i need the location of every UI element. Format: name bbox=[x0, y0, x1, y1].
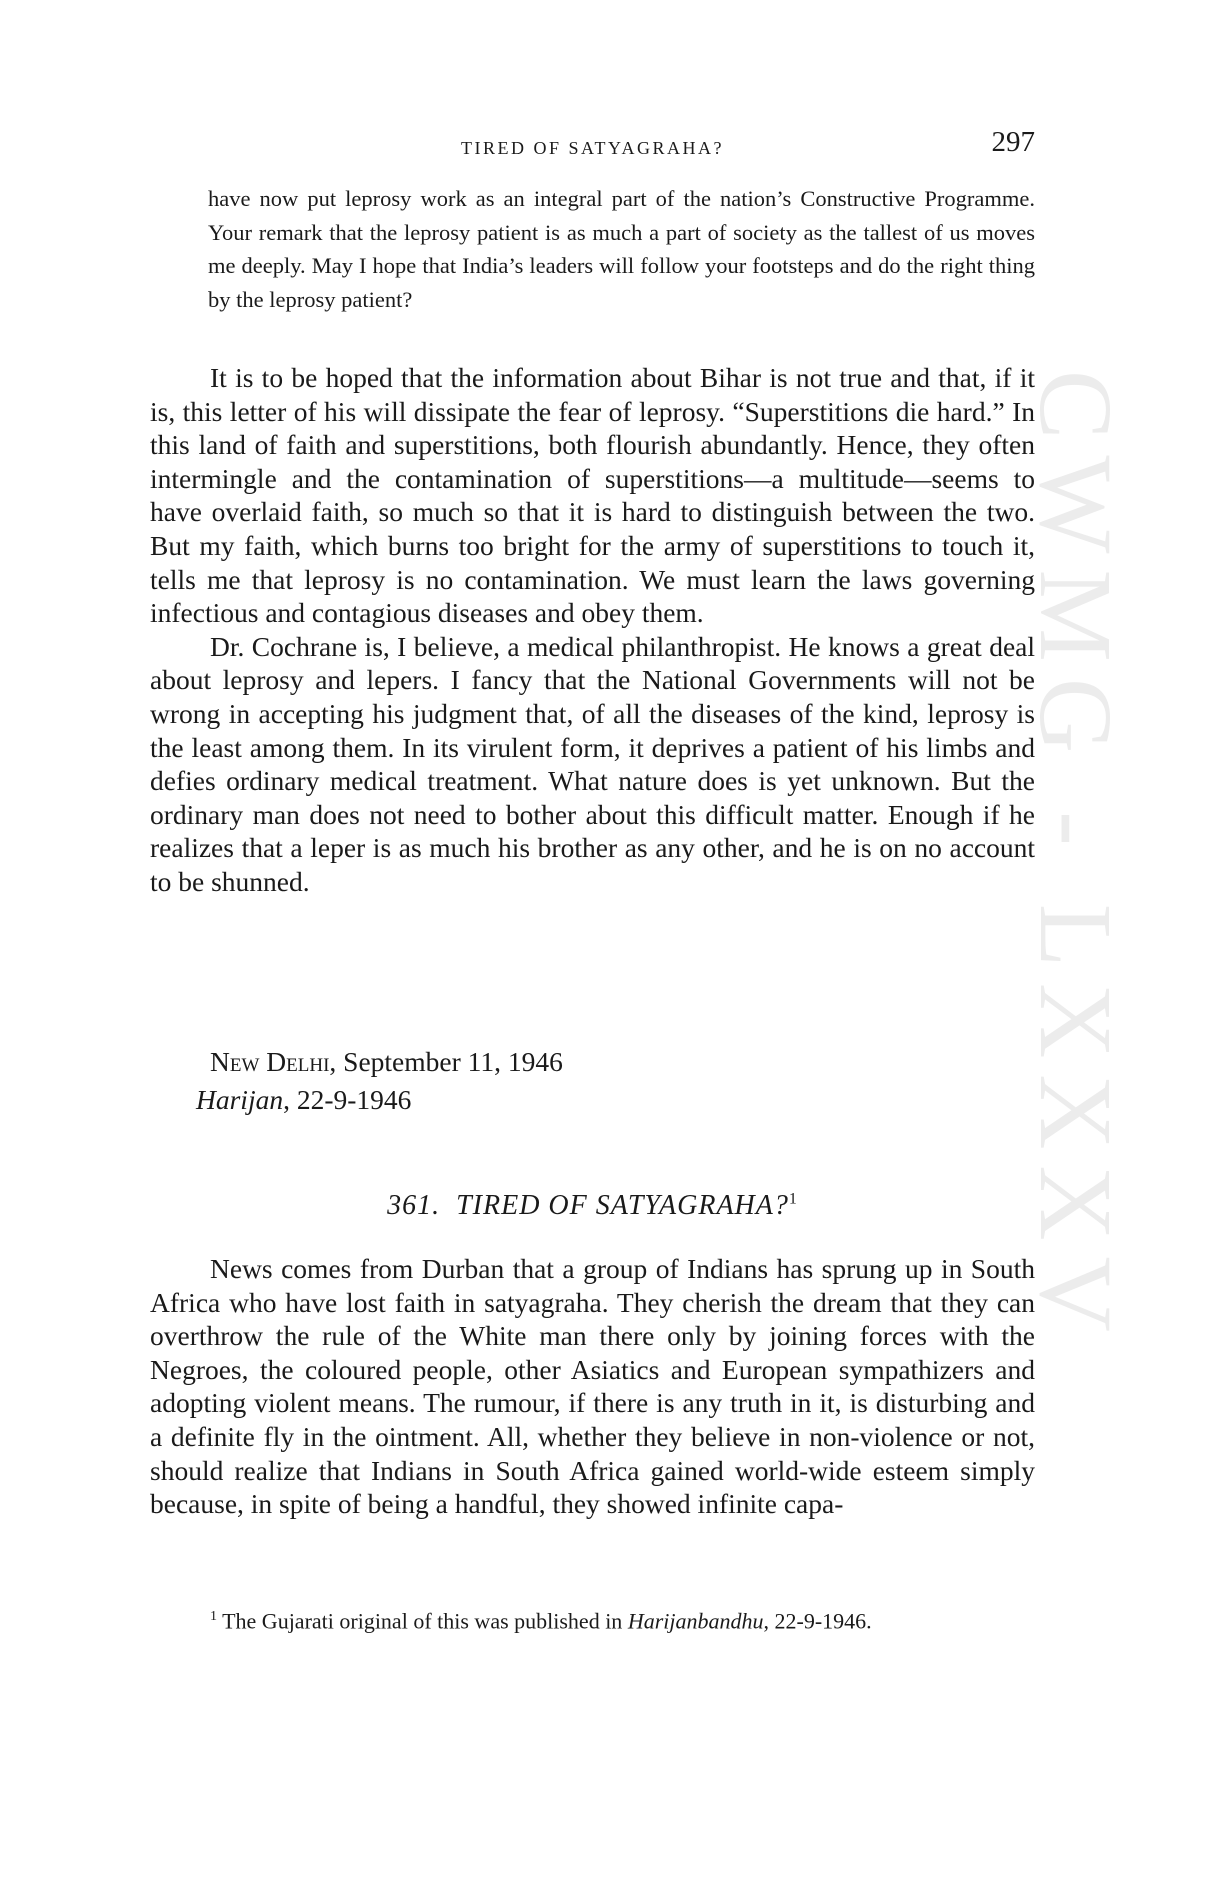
signoff-place-date bbox=[210, 1044, 563, 1080]
footnote-text-before: The Gujarati original of this was published in bbox=[217, 1608, 628, 1634]
quote-text: have now put leprosy work as an integral part of the nation’s Constructive Programme. Your remark that the leprosy patient is as much a part of society as the tallest of us moves me deeply. May I hope that India’s leaders will follow your footsteps and do the right thing by the leprosy patient? bbox=[208, 186, 1035, 312]
footnote bbox=[210, 1602, 1035, 1636]
footnote-marker: 1 bbox=[210, 1609, 217, 1624]
source-line bbox=[196, 1082, 411, 1118]
letter-quote bbox=[208, 182, 1035, 316]
page-number: 297 bbox=[991, 126, 1035, 158]
running-title: TIRED OF SATYAGRAHA? bbox=[460, 138, 724, 158]
footnote-publication: Harijanbandhu bbox=[627, 1608, 764, 1634]
section-paragraph-1: News comes from Durban that a group of Indians has sprung up in South Africa who have lost faith in satyagraha. They cherish the dream that they can overthrow the rule of the White man there only by joining forces with the Negroes, the coloured people, other Asiatics and European sympathizers and adopting violent means. The rumour, if there is any truth in it, is disturbing and a definite fly in the ointment. All, whether they believe in non-violence or not, should realize that Indians in South Africa gained world-wide esteem simply because, in spite of being a handful, they showed infinite capa- bbox=[150, 1253, 1035, 1520]
footnote-text-after: , 22-9-1946. bbox=[763, 1608, 872, 1634]
section-text bbox=[150, 1252, 1035, 1521]
section-number: 361. bbox=[387, 1190, 441, 1221]
paragraph-2: Dr. Cochrane is, I believe, a medical philanthropist. He knows a great deal about leprosy and lepers. I fancy that the National Governments will not be wrong in accepting his judgment that, of all the diseases of the kind, leprosy is the least among them. In its virulent form, it deprives a patient of his limbs and defies ordinary medical treatment. What nature does is yet unknown. But the ordinary man does not need to bother about this difficult matter. Enough if he realizes that a leper is as much his brother as any other, and he is on no account to be shunned. bbox=[150, 630, 1035, 897]
source-name: Harijan bbox=[196, 1084, 284, 1115]
section-note-marker: 1 bbox=[788, 1190, 798, 1208]
signoff-date: , September 11, 1946 bbox=[329, 1046, 563, 1077]
section-title: TIRED OF SATYAGRAHA? bbox=[456, 1190, 789, 1221]
watermark bbox=[1018, 370, 1133, 1530]
main-text bbox=[150, 361, 1035, 899]
watermark-text: CWMG - LXXXV bbox=[1018, 370, 1133, 1348]
paragraph-1: It is to be hoped that the information about Bihar is not true and that, if it is, this letter of his will dissipate the fear of leprosy. “Superstitions die hard.” In this land of faith and superstitions, both flourish abundantly. Hence, they often intermingle and the contamination of superstitions—a multitude—seems to have overlaid faith, so much so that it is hard to distinguish between the two. But my faith, which burns too bright for the army of superstitions to touch it, tells me that leprosy is no contamination. We must learn the laws governing infectious and contagious diseases and obey them. bbox=[150, 362, 1035, 629]
signoff-place: New Delhi bbox=[210, 1046, 330, 1077]
running-head bbox=[150, 126, 1035, 166]
source-date: , 22-9-1946 bbox=[283, 1084, 412, 1115]
section-heading bbox=[150, 1190, 1035, 1222]
